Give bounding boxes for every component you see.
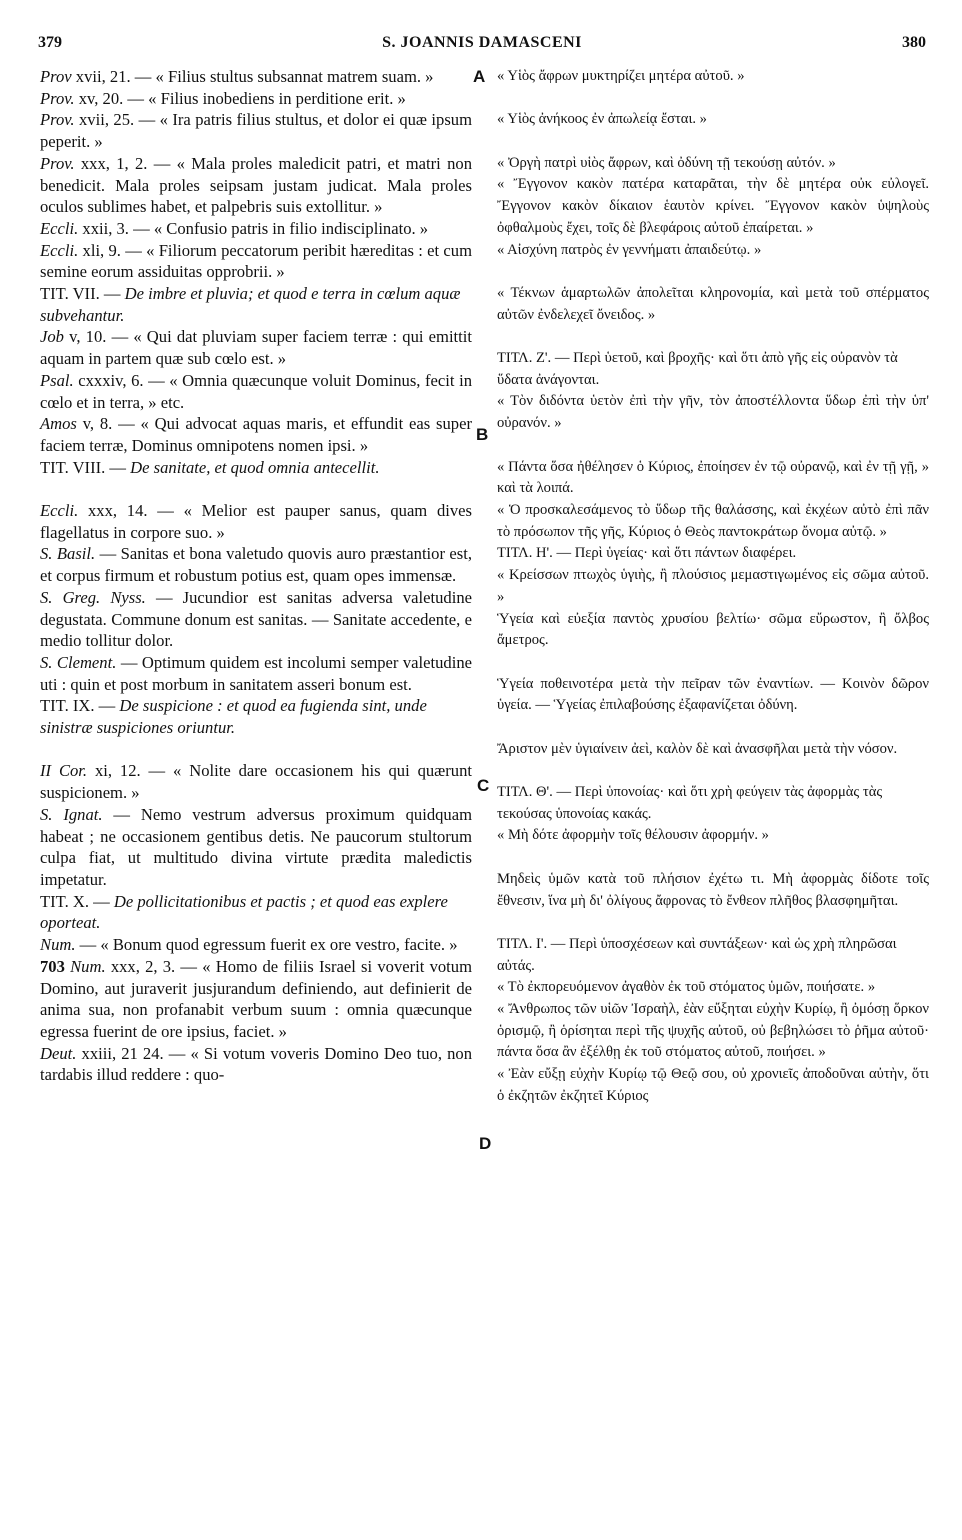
section-title <box>497 543 929 565</box>
citation-paragraph <box>40 956 472 1043</box>
greek-column <box>497 66 929 1108</box>
paragraph-text: xxx, 14. — « Melior est pauper sanus, quam dives flagellatus in corpore suo. » <box>40 501 472 542</box>
citation-paragraph <box>497 977 929 999</box>
section-title <box>40 695 472 738</box>
title-label: TIT. IX. — <box>40 696 120 716</box>
title-text: De imbre et pluvia; et quod e terra in cœlum aquæ subvehantur. <box>40 284 461 325</box>
paragraph-gap <box>497 652 929 674</box>
citation-paragraph <box>497 66 929 88</box>
source-reference: Psal. <box>40 370 74 390</box>
source-reference: S. Greg. Nyss. <box>40 587 146 607</box>
title-label: TIT. VIII. — <box>40 457 131 477</box>
paragraph-text: « Τὸν διδόντα ὑετὸν ἐπὶ τὴν γῆν, τὸν ἀποστέλλοντα ὕδωρ ἐπὶ τὴν ὑπ' οὐρανόν. » <box>497 393 929 432</box>
paragraph-gap <box>40 739 472 761</box>
margin-marker-d: D <box>479 1134 492 1153</box>
paragraph-text: Περὶ ὑγείας· καὶ ὅτι πάντων διαφέρει. <box>574 545 797 562</box>
paragraph-text: xvii, 21. — « Filius stultus subsannat matrem suam. » <box>71 67 434 86</box>
paragraph-gap <box>497 131 929 153</box>
paragraph-text: « Ὁ προσκαλεσάμενος τὸ ὕδωρ τῆς θαλάσσης, καὶ ἐκχέων αὐτὸ ἐπὶ πᾶν τὸ πρόσωπον τῆς γῆς, Κύριος ὁ Θεὸς παντοκράτωρ ὄνομα αὐτῷ. » <box>497 501 929 540</box>
title-label: ΤΙΤΛ. Θ'. — <box>497 784 575 801</box>
citation-paragraph <box>497 869 929 912</box>
citation-paragraph <box>40 1043 472 1086</box>
paragraph-text: — Sanitas et bona valetudo quovis auro præstantior est, et corpus firmum et robustum potius est, quam opes immensæ. <box>40 544 473 586</box>
title-label: ΤΙΤΛ. Ι'. — <box>497 935 570 952</box>
paragraph-text: Περὶ ὑποσχέσεων καὶ συντάξεων· καὶ ὡς χρὴ πληρῶσαι αὐτάς. <box>497 935 897 974</box>
paragraph-text: Περὶ ὑπονοίας· καὶ ὅτι χρὴ φεύγειν τὰς ἀφορμὰς τὰς τεκούσας ὑπονοίας κακάς. <box>497 784 883 822</box>
title-text: De suspicione : et quod ea fugienda sint, unde sinistræ suspiciones oriuntur. <box>40 696 427 738</box>
citation-paragraph <box>40 109 472 152</box>
column-number: 703 <box>40 956 65 976</box>
citation-paragraph <box>40 370 472 413</box>
margin-marker-a: A <box>473 67 486 86</box>
paragraph-text: xxiii, 21 24. — « Si votum voveris Domino Deo tuo, non tardabis illud reddere : quo- <box>40 1043 472 1085</box>
source-reference: Eccli. <box>40 240 79 260</box>
citation-paragraph <box>40 652 472 695</box>
citation-paragraph <box>40 543 472 586</box>
paragraph-gap <box>497 326 929 348</box>
paragraph-text: xxii, 3. — « Confusio patris in filio indisciplinato. » <box>78 218 429 238</box>
page-number-left: 379 <box>38 34 62 51</box>
citation-paragraph <box>497 1064 929 1107</box>
paragraph-text: xi, 12. — « Nolite dare occasionem his qui quærunt suspicionem. » <box>40 761 472 803</box>
paragraph-text: Ἄριστον μὲν ὑγιαίνειν ἀεὶ, καλὸν δὲ καὶ ἀνασφῆλαι μετὰ τὴν νόσον. <box>497 740 898 757</box>
paragraph-text: « Ἐὰν εὔξῃ εὐχὴν Κυρίῳ τῷ Θεῷ σου, οὐ χρονιεῖς ἀποδοῦναι αὐτὴν, ὅτι ὁ ἐκζητῶν ἐκζητεῖ Κύριος <box>497 1066 929 1104</box>
citation-paragraph <box>497 283 929 326</box>
source-reference: Eccli. <box>40 501 79 521</box>
source-reference: Prov. <box>40 153 75 173</box>
section-title <box>40 457 472 479</box>
paragraph-gap <box>497 760 929 782</box>
citation-paragraph <box>497 609 929 652</box>
citation-paragraph <box>497 825 929 847</box>
title-text: De pollicitationibus et pactis ; et quod eas explere oporteat. <box>40 891 448 933</box>
paragraph-text: Ὑγεία καὶ εὐεξία παντὸς χρυσίου βελτίω· σῶμα εὔρωστον, ἢ ὄλβος ἄμετρος. <box>497 610 929 649</box>
source-reference: S. Ignat. <box>40 804 103 824</box>
paragraph-text: « Τὸ ἐκπορευόμενον ἀγαθὸν ἐκ τοῦ στόματος ὑμῶν, ποιήσατε. » <box>497 979 876 996</box>
page-number-right: 380 <box>902 34 926 51</box>
paragraph-gap <box>40 478 472 500</box>
section-title <box>497 934 929 977</box>
citation-paragraph <box>40 326 472 369</box>
citation-paragraph <box>40 500 472 543</box>
source-reference: Job <box>40 327 64 347</box>
title-text: De sanitate, et quod omnia antecellit. <box>130 457 380 477</box>
citation-paragraph <box>40 760 472 803</box>
source-reference: Prov <box>40 67 72 86</box>
paragraph-text: « Υἱὸς ἀνήκοος ἐν ἀπωλείᾳ ἔσται. » <box>497 111 707 128</box>
paragraph-text: « Ἔγγονον κακὸν πατέρα καταρᾶται, τὴν δὲ μητέρα οὐκ εὐλογεῖ. Ἔγγονον κακὸν δίκαιον ἑαυτὸν κρίνει. Ἔγγονον κακὸν ὑψηλοὺς ὀφθαλμοὺς ἔχει, τοῖς δὲ βλεφάροις αὐτοῦ ἐπαίρεται. » <box>497 176 929 236</box>
source-reference: S. Basil. <box>40 544 96 564</box>
citation-paragraph <box>40 153 472 218</box>
citation-paragraph <box>40 66 472 88</box>
paragraph-text: « Μὴ δότε ἀφορμὴν τοῖς θέλουσιν ἀφορμήν. » <box>497 827 769 844</box>
paragraph-text: « Τέκνων ἁμαρτωλῶν ἀπολεῖται κληρονομία, καὶ μετὰ τοῦ σπέρματος αὐτῶν ἐνδελεχεῖ ὄνειδος. » <box>497 284 929 323</box>
citation-paragraph <box>40 804 472 891</box>
source-reference: Amos <box>40 414 77 434</box>
citation-paragraph <box>497 240 929 262</box>
source-reference: Prov. <box>40 88 75 108</box>
title-label: ΤΙΤΛ. Η'. — <box>497 545 575 562</box>
paragraph-gap <box>497 435 929 457</box>
paragraph-text: cxxxiv, 6. — « Omnia quæcunque voluit Dominus, fecit in cœlo et in terra, » etc. <box>40 370 472 412</box>
paragraph-text: « Αἰσχύνη πατρὸς ἐν γεννήματι ἀπαιδεύτῳ. » <box>497 241 762 258</box>
paragraph-text: v, 10. — « Qui dat pluviam super faciem terræ : qui emittit aquam in partem quæ sub cœlo est. » <box>40 327 472 369</box>
paragraph-text: Περὶ ὑετοῦ, καὶ βροχῆς· καὶ ὅτι ἀπὸ γῆς εἰς οὐρανὸν τὰ ὕδατα ἀνάγονται. <box>497 350 898 388</box>
citation-paragraph <box>497 674 929 717</box>
citation-paragraph <box>497 153 929 175</box>
citation-paragraph <box>497 999 929 1064</box>
paragraph-text: Μηδεὶς ὑμῶν κατὰ τοῦ πλήσιον ἐχέτω τι. Μὴ ἀφορμὰς δίδοτε τοῖς ἔθνεσιν, ἵνα μὴ δι' ὀλίγους ἄφρονας τὸ ἔνθεον πλῆθος βλασφημῆται. <box>497 870 929 909</box>
paragraph-text: xxx, 2, 3. — « Homo de filiis Israel si voverit votum Domino, aut juraverit jusjurandum definiendo, aut definierit de anima sua, non profanabit verbum suum : omnia quæcunque egressa fuerint de ore ipsius, faciet. » <box>40 956 472 1041</box>
citation-paragraph <box>40 218 472 240</box>
paragraph-text: xvii, 25. — « Ira patris filius stultus, et dolor ei quæ ipsum peperit. » <box>40 110 472 152</box>
title-label: ΤΙΤΛ. Ζ'. — <box>497 350 574 367</box>
source-reference: Num. <box>64 956 106 976</box>
citation-paragraph <box>497 457 929 500</box>
source-reference: Deut. <box>40 1043 77 1063</box>
paragraph-text: Ὑγεία ποθεινοτέρα μετὰ τὴν πεῖραν τῶν ἐναντίων. — Κοινὸν δῶρον ὑγεία. — Ὑγείας ἐπιλαβούσης ἐξαφανίζεται ὀδύνη. <box>497 675 929 714</box>
paragraph-text: « Ὀργὴ πατρὶ υἱὸς ἄφρων, καὶ ὀδύνη τῇ τεκούσῃ αὐτόν. » <box>497 154 836 171</box>
paragraph-text: — Optimum quidem est incolumi semper valetudine uti : quin et post morbum in sanitatem asseri bonum est. <box>40 652 472 694</box>
source-reference: Prov. <box>40 110 75 130</box>
paragraph-text: « Ἄνθρωπος τῶν υἱῶν Ἰσραὴλ, ἐὰν εὔξηται εὐχὴν Κυρίῳ, ἢ ὀμόσῃ ὅρκον ὁρισμῷ, ἢ ὁρίσηται περὶ τῆς ψυχῆς αὐτοῦ, οὐ βεβηλώσει τὸ ῥῆμα αὐτοῦ· πάντα ὅσα ἂν ἐξέλθῃ ἐκ τοῦ στόματος αὐτοῦ, ποιήσει. » <box>497 1001 929 1061</box>
citation-paragraph <box>497 109 929 131</box>
paragraph-text: — Nemo vestrum adversus proximum quidquam habeat ; ne occasionem gentibus detis. Ne paucorum stultorum culpa fiat, ut multitudo divina virtute prædita maledictis impetatur. <box>40 804 472 889</box>
latin-column <box>40 66 472 1086</box>
title-label: TIT. VII. — <box>40 284 125 304</box>
paragraph-text: — Jucundior est sanitas adversa valetudine degustata. Commune donum est sanitas. — Sanitate accedente, e medio tollitur dolor. <box>40 587 472 651</box>
paragraph-gap <box>497 88 929 110</box>
page-header <box>38 34 926 58</box>
source-reference: Num. <box>40 935 76 955</box>
running-title: S. JOANNIS DAMASCENI <box>382 34 582 51</box>
paragraph-text: xxx, 1, 2. — « Mala proles maledicit patri, et matri non benedicit. Mala proles seipsam justam judicat. Mala proles oculos sublimes habet, et palpebris suis extollitur. » <box>40 153 472 217</box>
margin-marker-b: B <box>476 425 489 444</box>
paragraph-gap <box>497 912 929 934</box>
source-reference: Eccli. <box>40 218 79 238</box>
source-reference: S. Clement. <box>40 652 117 672</box>
citation-paragraph <box>40 88 472 110</box>
citation-paragraph <box>497 565 929 608</box>
citation-paragraph <box>497 739 929 761</box>
citation-paragraph <box>40 413 472 456</box>
citation-paragraph <box>40 240 472 283</box>
citation-paragraph <box>497 391 929 434</box>
paragraph-text: « Κρείσσων πτωχὸς ὑγιὴς, ἢ πλούσιος μεμαστιγωμένος εἰς σῶμα αὐτοῦ. » <box>497 567 929 605</box>
paragraph-gap <box>497 717 929 739</box>
title-label: TIT. X. — <box>40 891 114 911</box>
section-title <box>497 348 929 391</box>
paragraph-gap <box>497 261 929 283</box>
paragraph-text: « Υἱὸς ἄφρων μυκτηρίζει μητέρα αὐτοῦ. » <box>497 68 745 84</box>
section-title <box>40 283 472 326</box>
citation-paragraph <box>40 587 472 652</box>
citation-paragraph <box>497 500 929 543</box>
margin-marker-c: C <box>477 776 490 795</box>
citation-paragraph <box>40 934 472 956</box>
source-reference: II Cor. <box>40 761 88 781</box>
citation-paragraph <box>497 174 929 239</box>
paragraph-text: « Πάντα ὅσα ἠθέλησεν ὁ Κύριος, ἐποίησεν ἐν τῷ οὐρανῷ, καὶ ἐν τῇ γῇ, » καὶ τὰ λοιπά. <box>497 458 929 497</box>
section-title <box>497 782 929 825</box>
paragraph-gap <box>497 847 929 869</box>
paragraph-text: v, 8. — « Qui advocat aquas maris, et effundit eas super faciem terræ, Dominus omnipotens nomen ipsi. » <box>40 414 472 455</box>
paragraph-text: xli, 9. — « Filiorum peccatorum peribit hæreditas : et cum semine eorum assiduitas opprobrii. » <box>40 240 472 282</box>
paragraph-text: xv, 20. — « Filius inobediens in perditione erit. » <box>74 88 406 108</box>
paragraph-text: — « Bonum quod egressum fuerit ex ore vestro, facite. » <box>75 935 458 955</box>
section-title <box>40 891 472 934</box>
